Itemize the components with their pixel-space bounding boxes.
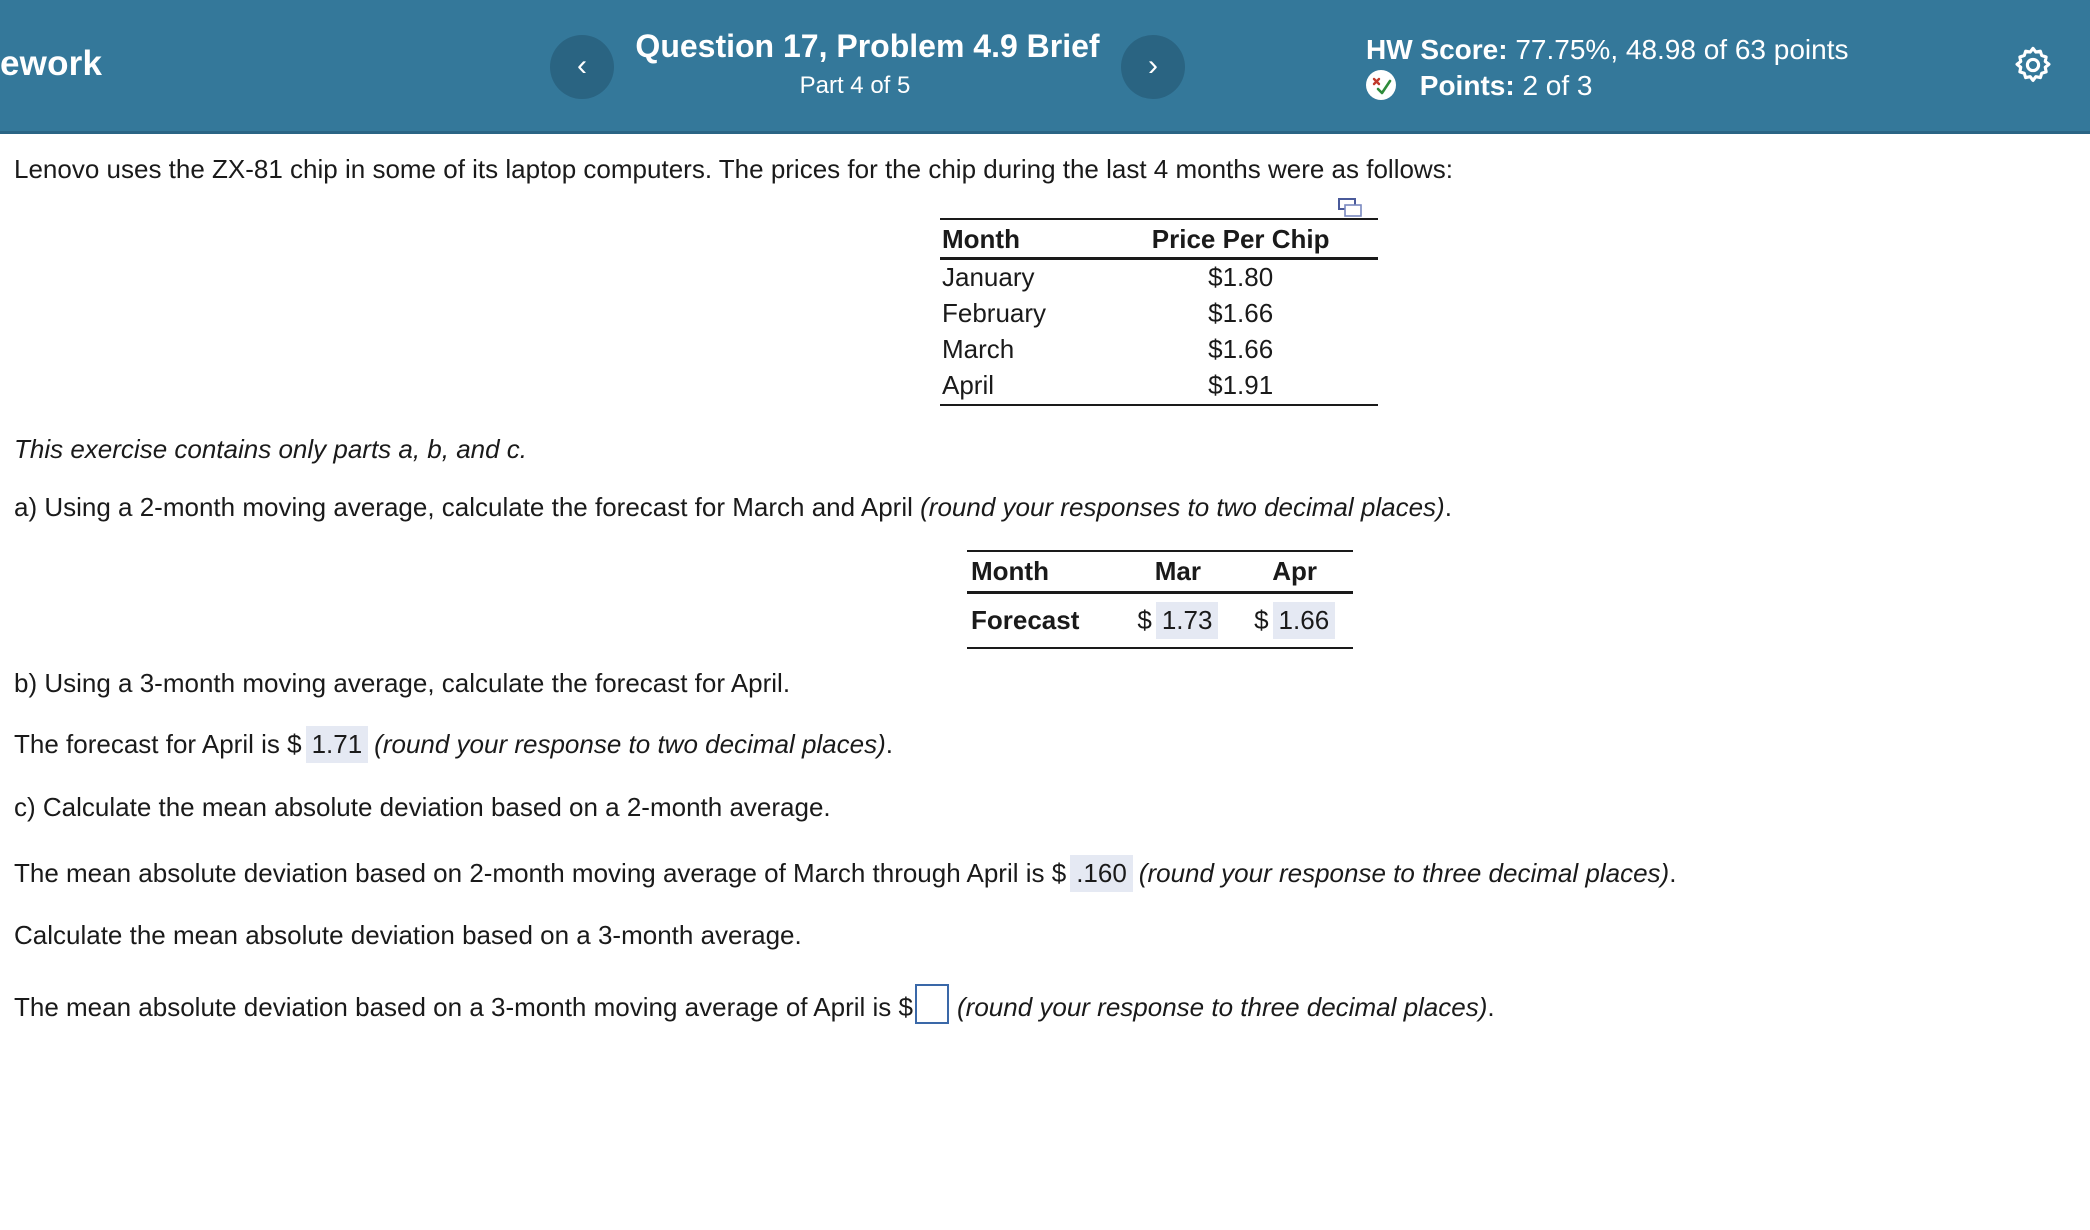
part-c-end-2: . — [1487, 992, 1495, 1022]
price-table-price: $1.80 — [1208, 262, 1274, 292]
part-c-hint-2: (round your response to three decimal places) — [957, 992, 1488, 1022]
next-question-button[interactable]: › — [1121, 35, 1185, 99]
currency-symbol: $ — [1254, 605, 1269, 635]
forecast-apr-cell — [1236, 593, 1353, 649]
price-table-month: March — [942, 334, 1015, 364]
price-table-price: $1.66 — [1208, 298, 1274, 328]
question-part: Part 4 of 5 — [799, 72, 911, 99]
hw-score-value: 77.75%, 48.98 of 63 points — [1515, 34, 1849, 65]
table-row — [940, 368, 1378, 405]
price-table-header-price: Price Per Chip — [1103, 219, 1378, 259]
mad-3-month-input[interactable] — [915, 984, 949, 1024]
hw-score — [1366, 34, 1849, 66]
forecast-table-header-mar: Mar — [1120, 551, 1237, 593]
problem-intro: Lenovo uses the ZX-81 chip in some of its laptop computers. The prices for the chip during the last 4 months were as follows: — [14, 154, 1453, 184]
part-c-question-2: Calculate the mean absolute deviation based on a 3-month average. — [14, 920, 802, 950]
forecast-table-header-apr: Apr — [1236, 551, 1353, 593]
table-row — [940, 332, 1378, 368]
partial-credit-icon — [1366, 70, 1396, 100]
table-row — [940, 296, 1378, 332]
price-table-month: January — [942, 262, 1035, 292]
part-c-answer2-prefix: The mean absolute deviation based on a 3-month moving average of April is $ — [14, 992, 913, 1022]
part-b-answer-line — [14, 726, 893, 763]
price-table-month: April — [940, 368, 1103, 405]
points-label: Points: — [1419, 70, 1515, 101]
header-bar — [0, 0, 2090, 134]
forecast-table — [967, 550, 1353, 649]
brand-title: ework — [0, 44, 103, 83]
forecast-mar-cell — [1120, 593, 1237, 649]
hw-score-label: HW Score: — [1366, 34, 1508, 65]
part-b-answer[interactable]: 1.71 — [306, 726, 369, 763]
part-a-hint: (round your responses to two decimal places) — [920, 492, 1445, 522]
part-c-answer-line-2 — [14, 984, 1495, 1024]
previous-question-button[interactable]: ‹ — [550, 35, 614, 99]
copy-table-icon[interactable] — [1338, 194, 1362, 216]
exercise-note: This exercise contains only parts a, b, and c. — [14, 434, 528, 464]
part-c-question: c) Calculate the mean absolute deviation based on a 2-month average. — [14, 792, 831, 822]
price-table — [940, 218, 1378, 406]
question-title: Question 17, Problem 4.9 Brief — [635, 28, 1100, 64]
part-c-answer-prefix: The mean absolute deviation based on 2-month moving average of March through April is $ — [14, 858, 1067, 888]
part-a-question — [14, 492, 1452, 523]
part-a-text: a) Using a 2-month moving average, calculate the forecast for March and April — [14, 492, 921, 522]
part-c-answer[interactable]: .160 — [1070, 855, 1133, 892]
part-b-question: b) Using a 3-month moving average, calculate the forecast for April. — [14, 668, 791, 698]
price-table-price: $1.66 — [1208, 334, 1274, 364]
points — [1366, 70, 1593, 102]
forecast-apr-answer[interactable]: 1.66 — [1273, 602, 1336, 639]
part-b-end: . — [885, 729, 893, 759]
table-row — [967, 593, 1353, 649]
forecast-mar-answer[interactable]: 1.73 — [1156, 602, 1219, 639]
points-value: 2 of 3 — [1522, 70, 1593, 101]
price-table-price: $1.91 — [1103, 368, 1378, 405]
forecast-table-header-month: Month — [967, 551, 1120, 593]
part-a-end: . — [1444, 492, 1452, 522]
price-table-header-month: Month — [940, 219, 1103, 259]
part-c-hint: (round your response to three decimal places) — [1138, 858, 1670, 888]
part-b-hint: (round your response to two decimal places) — [374, 729, 886, 759]
table-row — [940, 259, 1378, 297]
currency-symbol: $ — [1137, 605, 1152, 635]
part-b-answer-prefix: The forecast for April is $ — [14, 729, 302, 759]
part-c-end: . — [1669, 858, 1677, 888]
gear-icon[interactable] — [2012, 44, 2054, 86]
forecast-row-label: Forecast — [967, 593, 1120, 649]
price-table-month: February — [942, 298, 1047, 328]
part-c-answer-line — [14, 855, 1676, 892]
